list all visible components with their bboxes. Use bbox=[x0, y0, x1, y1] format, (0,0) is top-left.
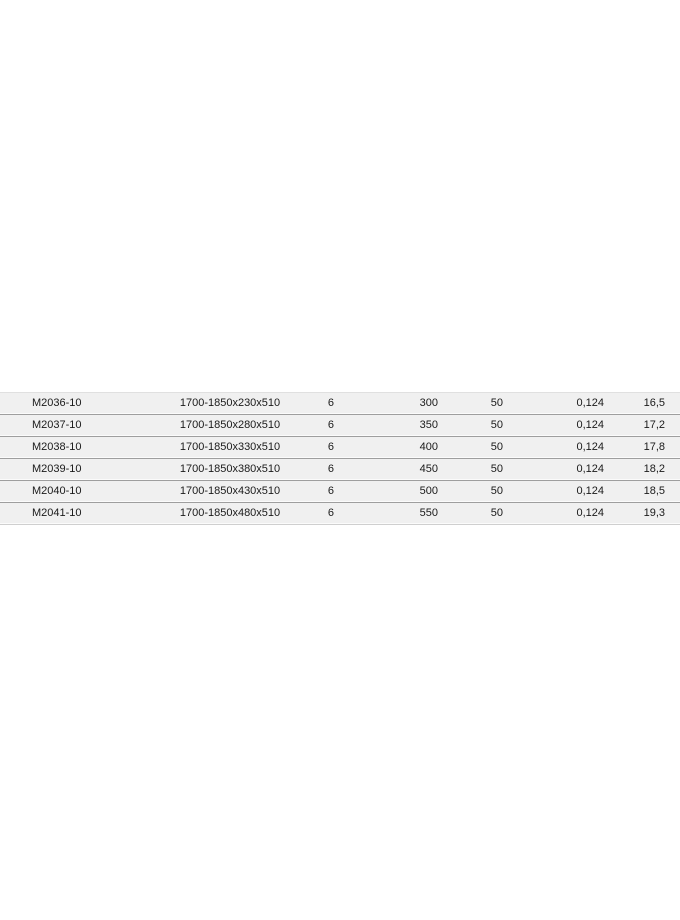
table-cell-model: M2036-10 bbox=[0, 393, 150, 415]
table-cell: 19,3 bbox=[620, 503, 680, 525]
table-cell-model: M2037-10 bbox=[0, 415, 150, 437]
table-cell: 0,124 bbox=[520, 503, 620, 525]
table-cell: 18,5 bbox=[620, 481, 680, 503]
table-cell-dimensions: 1700-1850x380x510 bbox=[150, 459, 310, 481]
table-cell: 50 bbox=[455, 437, 520, 459]
table-cell: 450 bbox=[350, 459, 455, 481]
table-cell-dimensions: 1700-1850x230x510 bbox=[150, 393, 310, 415]
table-row bbox=[0, 481, 680, 503]
table-cell: 500 bbox=[350, 481, 455, 503]
table-row bbox=[0, 415, 680, 437]
table-cell: 50 bbox=[455, 481, 520, 503]
table-cell: 550 bbox=[350, 503, 455, 525]
spec-table bbox=[0, 392, 680, 525]
table-cell: 50 bbox=[455, 415, 520, 437]
table-cell-dimensions: 1700-1850x330x510 bbox=[150, 437, 310, 459]
table-cell-dimensions: 1700-1850x280x510 bbox=[150, 415, 310, 437]
table-cell-model: M2039-10 bbox=[0, 459, 150, 481]
table-row bbox=[0, 393, 680, 415]
table-cell: 350 bbox=[350, 415, 455, 437]
table-cell: 400 bbox=[350, 437, 455, 459]
table-cell: 6 bbox=[310, 503, 350, 525]
table-cell: 6 bbox=[310, 481, 350, 503]
table-cell: 18,2 bbox=[620, 459, 680, 481]
table-cell: 6 bbox=[310, 415, 350, 437]
table-cell: 0,124 bbox=[520, 437, 620, 459]
spec-table-section bbox=[0, 392, 680, 525]
table-cell: 17,8 bbox=[620, 437, 680, 459]
table-cell: 16,5 bbox=[620, 393, 680, 415]
table-cell-model: M2038-10 bbox=[0, 437, 150, 459]
table-cell: 0,124 bbox=[520, 415, 620, 437]
table-cell: 50 bbox=[455, 503, 520, 525]
table-cell: 17,2 bbox=[620, 415, 680, 437]
table-cell: 0,124 bbox=[520, 459, 620, 481]
table-cell-model: M2040-10 bbox=[0, 481, 150, 503]
table-cell: 6 bbox=[310, 393, 350, 415]
table-row bbox=[0, 503, 680, 525]
table-cell-dimensions: 1700-1850x430x510 bbox=[150, 481, 310, 503]
table-cell: 50 bbox=[455, 393, 520, 415]
table-cell: 6 bbox=[310, 437, 350, 459]
table-cell: 50 bbox=[455, 459, 520, 481]
table-cell: 0,124 bbox=[520, 481, 620, 503]
table-row bbox=[0, 437, 680, 459]
table-row bbox=[0, 459, 680, 481]
table-cell: 300 bbox=[350, 393, 455, 415]
table-cell: 6 bbox=[310, 459, 350, 481]
table-cell-dimensions: 1700-1850x480x510 bbox=[150, 503, 310, 525]
table-cell: 0,124 bbox=[520, 393, 620, 415]
table-cell-model: M2041-10 bbox=[0, 503, 150, 525]
